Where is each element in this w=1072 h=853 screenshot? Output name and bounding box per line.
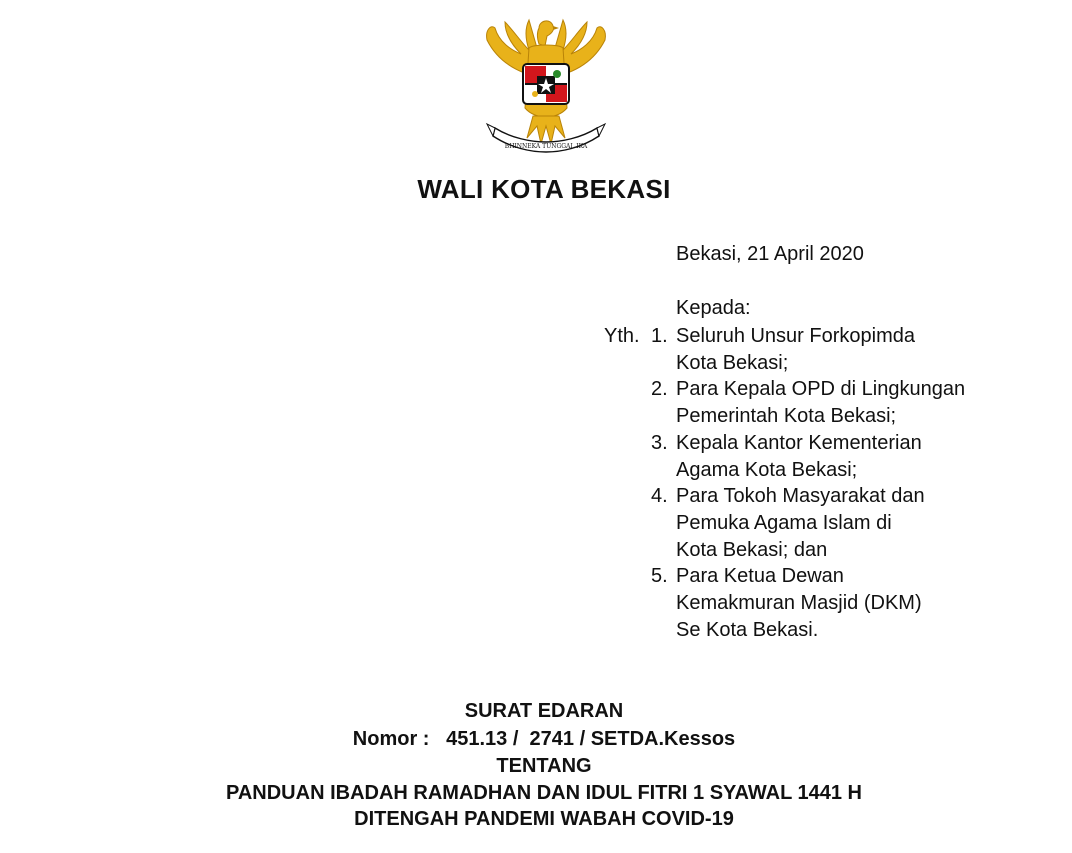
list-line: Kota Bekasi; dan (676, 538, 828, 561)
garuda-emblem-icon (481, 16, 611, 154)
list-line: Kepala Kantor Kementerian (676, 431, 922, 454)
list-text (676, 323, 1044, 376)
circular-subject-line1: PANDUAN IBADAH RAMADHAN DAN IDUL FITRI 1 SYAWAL 1441 H (226, 782, 862, 804)
circular-about-label: TENTANG (496, 755, 592, 777)
list-line: Agama Kota Bekasi; (676, 458, 858, 481)
list-item (604, 563, 1044, 643)
list-number: 3. (651, 431, 668, 454)
circular-number: Nomor : 451.13 / 2741 / SETDA.Kessos (352, 728, 736, 750)
salutation: Yth. (604, 325, 640, 347)
list-line: Pemuka Agama Islam di (676, 511, 892, 534)
page-title: WALI KOTA BEKASI (417, 174, 671, 204)
list-number: 1. (651, 325, 668, 347)
circular-subject-line2: DITENGAH PANDEMI WABAH COVID-19 (354, 808, 734, 830)
list-text (676, 563, 1044, 643)
list-number: 2. (651, 378, 668, 401)
garuda-emblem (481, 16, 611, 154)
list-line: Para Kepala OPD di Lingkungan (676, 378, 966, 401)
list-item (604, 376, 1044, 429)
list-line: Para Tokoh Masyarakat dan (676, 485, 925, 508)
list-text (676, 430, 1044, 483)
svg-text:BHINNEKA TUNGGAL IKA: BHINNEKA TUNGGAL IKA (504, 143, 588, 150)
recipient-list (604, 323, 1044, 643)
list-item (604, 483, 1044, 563)
list-line: Pemerintah Kota Bekasi; (676, 405, 897, 428)
list-number: 5. (651, 565, 668, 588)
list-line: Seluruh Unsur Forkopimda (676, 325, 915, 347)
circular-type: SURAT EDARAN (464, 700, 624, 722)
list-line: Kemakmuran Masjid (DKM) (676, 592, 922, 615)
letter-date: Bekasi, 21 April 2020 (676, 243, 864, 265)
list-line: Kota Bekasi; (676, 351, 789, 374)
list-text (676, 376, 1044, 429)
list-text (676, 483, 1044, 563)
list-line: Para Ketua Dewan (676, 565, 844, 588)
recipient-label: Kepada: (676, 297, 751, 319)
list-number: 4. (651, 485, 668, 508)
list-line: Se Kota Bekasi. (676, 618, 819, 641)
list-item (604, 430, 1044, 483)
list-item (604, 323, 1044, 376)
